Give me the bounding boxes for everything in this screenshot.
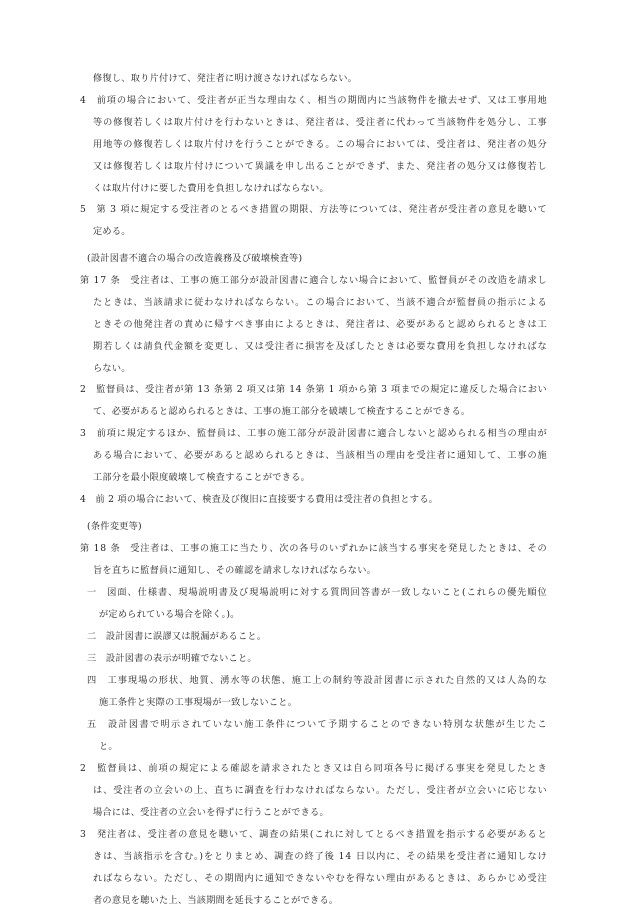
text-line-content: らない。 (93, 363, 131, 374)
text-line (0, 541, 630, 556)
text-line (0, 382, 630, 397)
text-line (0, 159, 630, 174)
text-line (0, 426, 630, 441)
text-line (0, 224, 630, 239)
text-line-content: 期若しくは請負代金額を変更し、又は受注者に損害を及ぼしたときは必要な費用を負担しなければな (93, 341, 548, 352)
text-line (0, 317, 630, 332)
text-line-content: て、必要があると認められるときは、工事の施工部分を破壊して検査することができる。 (93, 406, 471, 417)
text-line (0, 470, 630, 485)
text-line (0, 361, 630, 376)
text-line (0, 202, 630, 217)
text-line-content: が定められている場合を除く。)。 (99, 609, 240, 620)
text-line (0, 827, 630, 842)
text-line-content: 五 設計図書で明示されていない施工条件について予期することのできない特別な状態が生じたこ (87, 719, 549, 730)
text-line (0, 115, 630, 130)
text-line (0, 563, 630, 578)
text-line (0, 805, 630, 820)
text-line (0, 651, 630, 666)
text-line-content: 3 発注者は、受注者の意見を聴いて、調査の結果(これに対してとるべき措置を指示する必要があると (80, 829, 548, 840)
text-line (0, 492, 630, 507)
text-line (0, 295, 630, 310)
text-line-content: 一 図面、仕様書、現場説明書及び現場説明に対する質問回答書が一致しないこと(これらの優先順位 (87, 587, 548, 598)
text-line (0, 673, 630, 688)
text-line-content: くは取片付けに要した費用を負担しなければならない。 (93, 183, 329, 194)
text-line (0, 404, 630, 419)
text-line (0, 761, 630, 776)
text-line-content: ときその他発注者の責めに帰すべき事由によるときは、発注者は、必要があると認められるときは工 (93, 319, 548, 330)
text-line-content: 四 工事現場の形状、地質、湧水等の状態、施工上の制約等設計図書に示された自然的又は人為的な (87, 675, 548, 686)
text-line-content: 第 18 条 受注者は、工事の施工に当たり、次の各号のいずれかに該当する事実を発見したときは、その (80, 543, 548, 554)
text-line-content: 者の意見を聴いた上、当該期間を延長することができる。 (93, 895, 339, 906)
text-line-content: 三 設計図書の表示が明確でないこと。 (87, 653, 257, 664)
text-line-content: 修復し、取り片付けて、発注者に明け渡さなければならない。 (93, 73, 358, 84)
text-line-content: 施工条件と実際の工事現場が一致しないこと。 (99, 697, 298, 708)
text-line (0, 71, 630, 86)
text-line-content: 場合には、受注者の立会いを得ずに行うことができる。 (93, 807, 329, 818)
text-line-content: (条件変更等) (87, 521, 142, 532)
text-line (0, 273, 630, 288)
text-line (0, 448, 630, 463)
text-line-content: 又は修復若しくは取片付けについて異議を申し出ることができず、また、発注者の処分又は修復若し (93, 161, 548, 172)
text-line-content: 4 前項の場合において、受注者が正当な理由なく、相当の期間内に当該物件を撤去せず、又は工事用地 (80, 95, 548, 106)
text-line-content: と。 (99, 741, 118, 752)
text-line (0, 181, 630, 196)
text-line-content: 第 17 条 受注者は、工事の施工部分が設計図書に適合しない場合において、監督員がその改造を請求し (80, 275, 548, 286)
text-line (0, 629, 630, 644)
text-line (0, 585, 630, 600)
text-line-content: 定める。 (93, 226, 131, 237)
text-line-content: ある場合において、必要があると認められるときは、当該相当の理由を受注者に通知して、工事の施 (93, 450, 548, 461)
text-line-content: 2 監督員は、受注者が第 13 条第 2 項又は第 14 条第 1 項から第 3 項までの規定に違反した場合におい (80, 384, 548, 395)
text-line (0, 849, 630, 864)
text-line (0, 695, 630, 710)
text-line-content: 旨を直ちに監督員に通知し、その確認を請求しなければならない。 (93, 565, 377, 576)
text-line-content: は、受注者の立会いの上、直ちに調査を行わなければならない。ただし、受注者が立会いに応じない (93, 785, 548, 796)
text-line (0, 871, 630, 886)
text-line (0, 251, 630, 266)
text-line-content: 用地等の修復若しくは取片付けを行うことができる。この場合においては、受注者は、発注者の処分 (93, 139, 548, 150)
text-line-content: 5 第 3 項に規定する受注者のとるべき措置の期限、方法等については、発注者が受注者の意見を聴いて (80, 204, 548, 215)
text-line-content: 4 前 2 項の場合において、検査及び復旧に直接要する費用は受注者の負担とする。 (80, 494, 439, 505)
text-line (0, 519, 630, 534)
text-line-content: 二 設計図書に誤謬又は脱漏があること。 (87, 631, 267, 642)
text-line-content: 工部分を最小限度破壊して検査することができる。 (93, 472, 311, 483)
text-line (0, 783, 630, 798)
text-line (0, 339, 630, 354)
text-line-content: 3 前項に規定するほか、監督員は、工事の施工部分が設計図書に適合しないと認められる相当の理由が (80, 428, 548, 439)
text-line-content: ればならない。ただし、その期間内に通知できないやむを得ない理由があるときは、あらかじめ受注 (93, 873, 548, 884)
text-line (0, 717, 630, 732)
text-line (0, 893, 630, 908)
text-line-content: たときは、当該請求に従わなければならない。この場合において、当該不適合が監督員の指示による (93, 297, 548, 308)
text-line-content: (設計図書不適合の場合の改造義務及び破壊検査等) (87, 253, 303, 264)
text-line-content: きは、当該指示を含む。)をとりまとめ、調査の終了後 14 日以内に、その結果を受注者に通知しなけ (93, 851, 548, 862)
text-line-content: 2 監督員は、前項の規定による確認を請求されたとき又は自ら同項各号に掲げる事実を発見したとき (80, 763, 548, 774)
text-line (0, 739, 630, 754)
text-line (0, 137, 630, 152)
text-line (0, 607, 630, 622)
text-line (0, 93, 630, 108)
text-line-content: 等の修復若しくは取片付けを行わないときは、発注者は、受注者に代わって当該物件を処分し、工事 (93, 117, 548, 128)
